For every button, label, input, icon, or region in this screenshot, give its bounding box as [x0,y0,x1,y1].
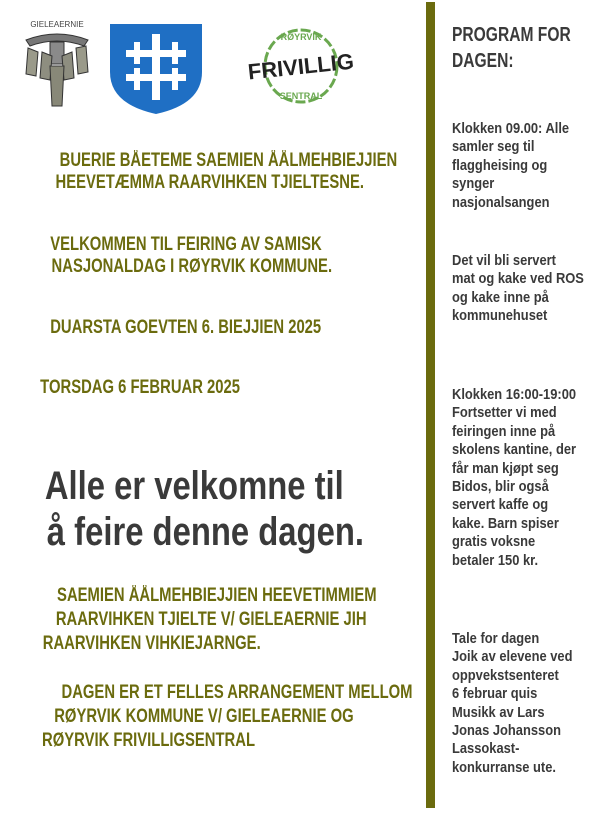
intro-no-line-1: VELKOMMEN TIL FEIRING AV SAMISK [50,234,322,255]
program-line: kommunehuset [452,307,548,325]
program-line: samler seg til [452,138,535,156]
headline-line-1: Alle er velkomne til [44,464,344,508]
program-line: konkurranse ute. [452,758,556,776]
program-line: Lassokast- [452,740,520,758]
program-block-food [452,252,605,326]
program-line: flaggheising og [452,156,548,174]
program-line: betaler 150 kr. [452,551,539,569]
date-no: TORSDAG 6 FEBRUAR 2025 [40,377,241,398]
program-line: Fortsetter vi med [452,404,557,422]
program-heading [452,22,604,74]
program-line: Bidos, blir også [452,478,549,496]
frivillig-main-text: FRIVILLIG [246,48,356,85]
program-line: 6 februar quis [452,685,538,703]
program-line: synger [452,175,495,193]
program-line: kake. Barn spiser [452,514,559,532]
org-no-line-3: RØYRVIK FRIVILLIGSENTRAL [42,730,256,751]
coat-of-arms-logo [108,22,204,116]
program-line: Tale for dagen [452,630,540,647]
org-sami-line-3: RAARVIHKEN VIHKIEJARNGE. [42,633,261,654]
program-line: nasjonalsangen [452,193,550,211]
program-line: Klokken 09.00: Alle [452,120,570,137]
gieleaernie-logo [20,18,94,112]
column-divider [426,2,435,808]
program-block-morning [452,120,588,212]
intro-no-line-2: NASJONALDAG I RØYRVIK KOMMUNE. [51,256,333,277]
org-sami-line-1: SAEMIEN ÅÅLMEHBIEJJIEN HEEVETIMMIEM [57,585,377,606]
date-sami: DUARSTA GOEVTEN 6. BIEJJIEN 2025 [50,317,322,338]
org-no-line-1: DAGEN ER ET FELLES ARRANGEMENT MELLOM [61,682,413,703]
gieleaernie-logo-text: GIELEAERNIE [30,20,84,29]
frivillig-sentral-logo [236,26,366,106]
program-block-afternoon [452,386,596,570]
org-sami-line-2: RAARVIHKEN TJIELTE V/ GIELEAERNIE JIH [55,609,367,630]
program-line: gratis voksne [452,533,536,551]
program-line: skolens kantine, der [452,441,577,459]
program-line: Jonas Johansson [452,722,561,740]
org-no-line-2: RØYRVIK KOMMUNE V/ GIELEAERNIE OG [54,706,354,727]
frivillig-bottom-text: SENTRAL [279,91,323,101]
program-line: Musikk av Lars [452,703,545,721]
program-block-activities [452,630,592,777]
headline-line-2: å feire denne dagen. [46,510,364,554]
program-line: servert kaffe og [452,496,549,514]
program-line: feiringen inne på [452,422,556,440]
program-line: og kake inne på [452,288,549,306]
program-line: Det vil bli servert [452,252,556,269]
frivillig-top-text: RØYRVIK [280,32,322,42]
program-line: oppvekstsenteret [452,666,559,684]
program-line: Joik av elevene ved [452,648,573,666]
intro-sami-line-1: BUERIE BÅETEME SAEMIEN ÅÅLMEHBIEJJIEN [59,150,398,171]
program-line: får man kjøpt seg [452,459,559,477]
program-line: Klokken 16:00-19:00 [452,386,577,403]
program-heading-line-2: DAGEN: [452,50,514,72]
intro-sami-line-2: HEEVETÆMMA RAARVIHKEN TJIELTESNE. [55,172,365,193]
program-line: mat og kake ved ROS [452,270,584,288]
program-heading-line-1: PROGRAM FOR [452,24,571,46]
